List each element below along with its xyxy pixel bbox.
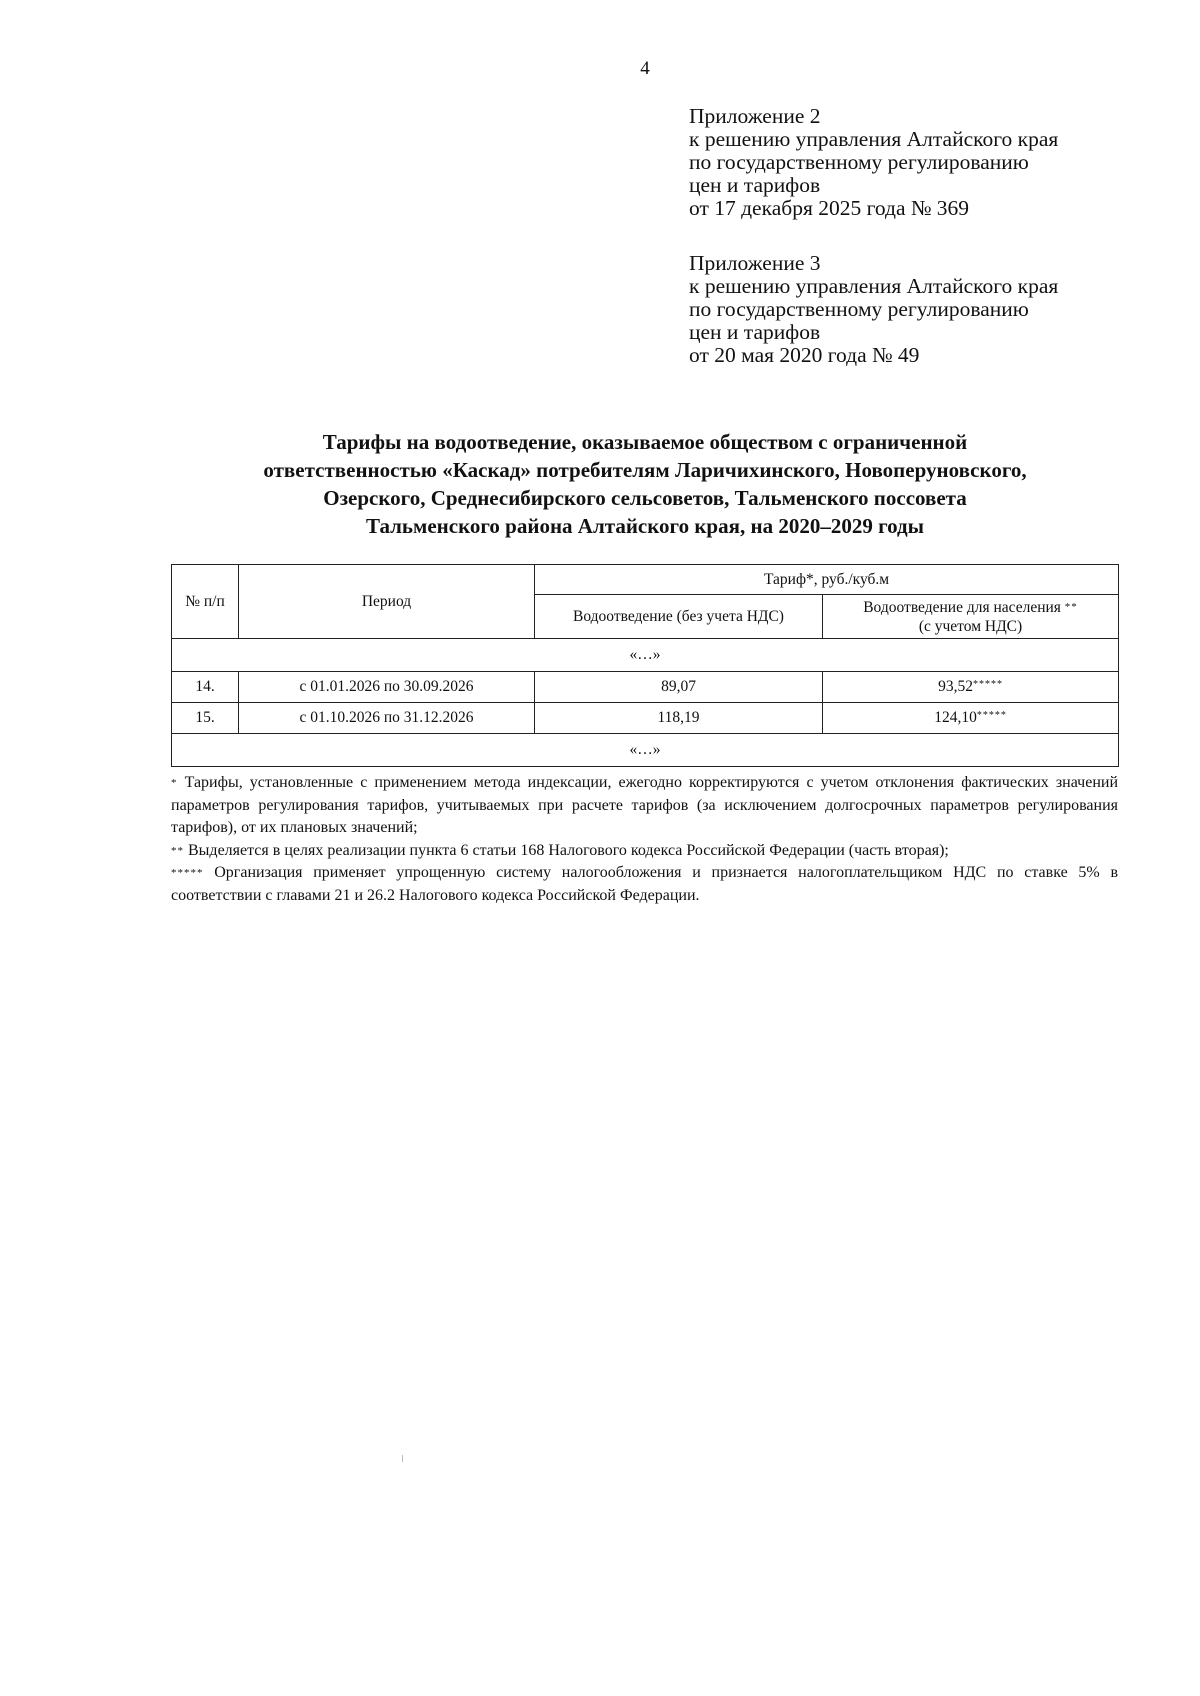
row-tariff-population-value: 93,52 (938, 678, 973, 695)
appendix-3-line-4: цен и тарифов (689, 320, 821, 344)
header-population-footnote-mark: ** (1064, 600, 1078, 613)
row-tariff-without-vat: 118,19 (535, 703, 823, 734)
footnote-1-mark: * (171, 777, 178, 789)
tariff-table (171, 564, 1119, 767)
row-period: с 01.10.2026 по 31.12.2026 (239, 703, 535, 734)
appendix-2-line-3: по государственному регулированию (689, 150, 1029, 174)
table-header-row (172, 565, 1119, 595)
footnote-2-text: Выделяется в целях реализации пункта 6 статьи 168 Налогового кодекса Российской Федерации (часть вторая); (188, 841, 949, 859)
table-ellipsis-row (172, 734, 1119, 767)
header-period: Период (239, 565, 535, 639)
scan-artifact (402, 1455, 403, 1462)
appendix-3-line-5: от 20 мая 2020 года № 49 (689, 343, 920, 367)
table-row (172, 672, 1119, 703)
appendix-2-line-1: Приложение 2 (689, 104, 821, 128)
header-number: № п/п (172, 565, 239, 639)
row-tariff-population (823, 672, 1119, 703)
appendix-3-line-3: по государственному регулированию (689, 297, 1029, 321)
title-line-2: ответственностью «Каскад» потребителям Ларичихинского, Новоперуновского, (263, 458, 1027, 482)
row-tariff-population-value: 124,10 (934, 709, 977, 726)
footnote-3 (171, 862, 1118, 907)
row-number: 15. (172, 703, 239, 734)
appendix-2-line-2: к решению управления Алтайского края (689, 127, 1059, 151)
title-line-3: Озерского, Среднесибирского сельсоветов, Тальменского поссовета (323, 486, 967, 510)
footnote-1-text: Тарифы, установленные с применением метода индексации, ежегодно корректируются с учетом отклонения фактических значений параметров регулирования тарифов, учитываемых при расчете тарифов (за исключением долгосрочных параметров регулирования тарифов), от их плановых значений; (171, 774, 1119, 836)
footnotes (171, 772, 1118, 907)
header-without-vat: Водоотведение (без учета НДС) (535, 595, 823, 639)
appendix-3-line-2: к решению управления Алтайского края (689, 274, 1059, 298)
ellipsis-cell-top: «…» (172, 639, 1119, 672)
row-tariff-population (823, 703, 1119, 734)
footnote-2-mark: ** (171, 844, 184, 857)
footnote-3-text: Организация применяет упрощенную систему налогообложения и признается налогоплательщиком НДС по ставке 5% в соответствии с главами 21 и 26.2 Налогового кодекса Российской Федерации. (171, 864, 1119, 904)
header-tariff: Тариф*, руб./куб.м (535, 565, 1119, 595)
appendix-3-line-1: Приложение 3 (689, 251, 821, 275)
header-population-label: Водоотведение для населения (863, 598, 1061, 616)
footnote-2 (171, 840, 1118, 863)
appendix-2-line-5: от 17 декабря 2025 года № 369 (689, 196, 969, 220)
row-number: 14. (172, 672, 239, 703)
ellipsis-cell-bottom: «…» (172, 734, 1119, 767)
appendix-2-header (689, 105, 1058, 220)
footnote-3-mark: ***** (171, 867, 204, 879)
appendix-3-header (689, 252, 1058, 367)
table-row (172, 703, 1119, 734)
appendix-2-line-4: цен и тарифов (689, 173, 821, 197)
header-population-vat-note: (с учетом НДС) (918, 617, 1023, 635)
footnote-1 (171, 772, 1118, 840)
table-ellipsis-row (172, 639, 1119, 672)
row-period: с 01.01.2026 по 30.09.2026 (239, 672, 535, 703)
document-title (120, 428, 1170, 540)
row-tariff-without-vat: 89,07 (535, 672, 823, 703)
header-population-with-vat (823, 595, 1119, 639)
title-line-4: Тальменского района Алтайского края, на 2020–2029 годы (365, 514, 924, 538)
page-number: 4 (640, 58, 650, 79)
title-line-1: Тарифы на водоотведение, оказываемое обществом с ограниченной (322, 430, 968, 454)
row-footnote-mark: ***** (976, 710, 1007, 721)
row-footnote-mark: ***** (972, 679, 1003, 690)
